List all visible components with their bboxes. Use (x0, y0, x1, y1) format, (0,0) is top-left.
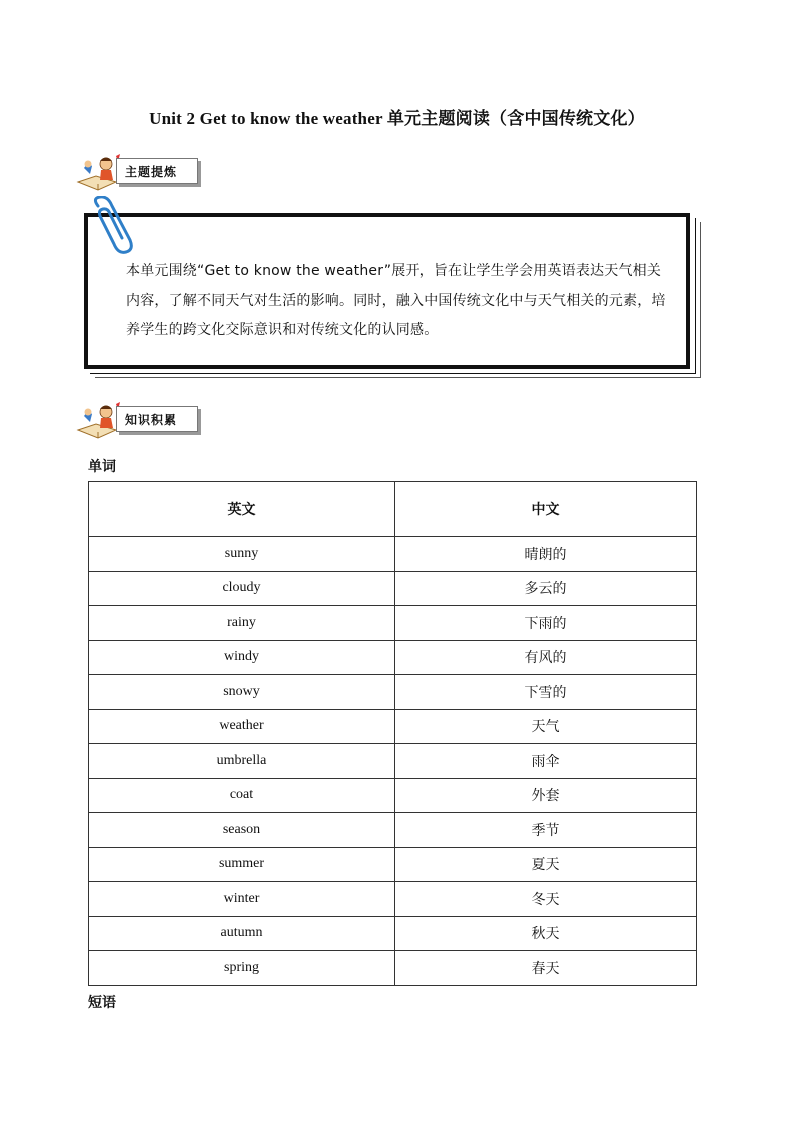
column-header-chinese: 中文 (395, 482, 697, 537)
table-header-row (89, 482, 697, 537)
table-row (89, 640, 697, 675)
cell-english: autumn (89, 916, 395, 951)
cell-english: rainy (89, 606, 395, 641)
cell-english: winter (89, 882, 395, 917)
cell-chinese: 天气 (395, 709, 697, 744)
section-label-knowledge: 知识积累 (116, 406, 198, 432)
cell-chinese: 下雪的 (395, 675, 697, 710)
cell-english: sunny (89, 537, 395, 572)
theme-note-text: 本单元围绕“Get to know the weather”展开，旨在让学生学会用英语表达天气相关内容，了解不同天气对生活的影响。同时，融入中国传统文化中与天气相关的元素，培养学生的跨文化交际意识和对传统文化的认同感。 (126, 263, 666, 338)
cell-english: weather (89, 709, 395, 744)
cell-chinese: 季节 (395, 813, 697, 848)
table-row (89, 951, 697, 986)
table-row (89, 813, 697, 848)
cell-chinese: 外套 (395, 778, 697, 813)
vocab-heading: 单词 (88, 459, 116, 475)
cell-english: windy (89, 640, 395, 675)
table-row (89, 675, 697, 710)
table-row (89, 537, 697, 572)
cell-chinese: 下雨的 (395, 606, 697, 641)
table-row (89, 709, 697, 744)
phrases-heading: 短语 (88, 995, 116, 1011)
cell-english: spring (89, 951, 395, 986)
cell-chinese: 秋天 (395, 916, 697, 951)
cell-chinese: 春天 (395, 951, 697, 986)
vocab-table (88, 481, 697, 986)
page-title: Unit 2 Get to know the weather 单元主题阅读（含中国传统文化） (149, 109, 645, 128)
cell-chinese: 多云的 (395, 571, 697, 606)
section-header-knowledge (76, 400, 216, 446)
section-label-theme: 主题提炼 (116, 158, 198, 184)
cell-chinese: 雨伞 (395, 744, 697, 779)
table-row (89, 778, 697, 813)
table-row (89, 916, 697, 951)
cell-chinese: 冬天 (395, 882, 697, 917)
cell-english: snowy (89, 675, 395, 710)
paperclip-icon (86, 196, 148, 256)
table-row (89, 847, 697, 882)
cell-english: umbrella (89, 744, 395, 779)
cell-chinese: 有风的 (395, 640, 697, 675)
table-row (89, 882, 697, 917)
column-header-english: 英文 (89, 482, 395, 537)
cell-english: cloudy (89, 571, 395, 606)
cell-english: summer (89, 847, 395, 882)
table-row (89, 571, 697, 606)
section-header-theme (76, 152, 216, 198)
table-row (89, 744, 697, 779)
cell-english: coat (89, 778, 395, 813)
table-row (89, 606, 697, 641)
cell-english: season (89, 813, 395, 848)
cell-chinese: 晴朗的 (395, 537, 697, 572)
cell-chinese: 夏天 (395, 847, 697, 882)
